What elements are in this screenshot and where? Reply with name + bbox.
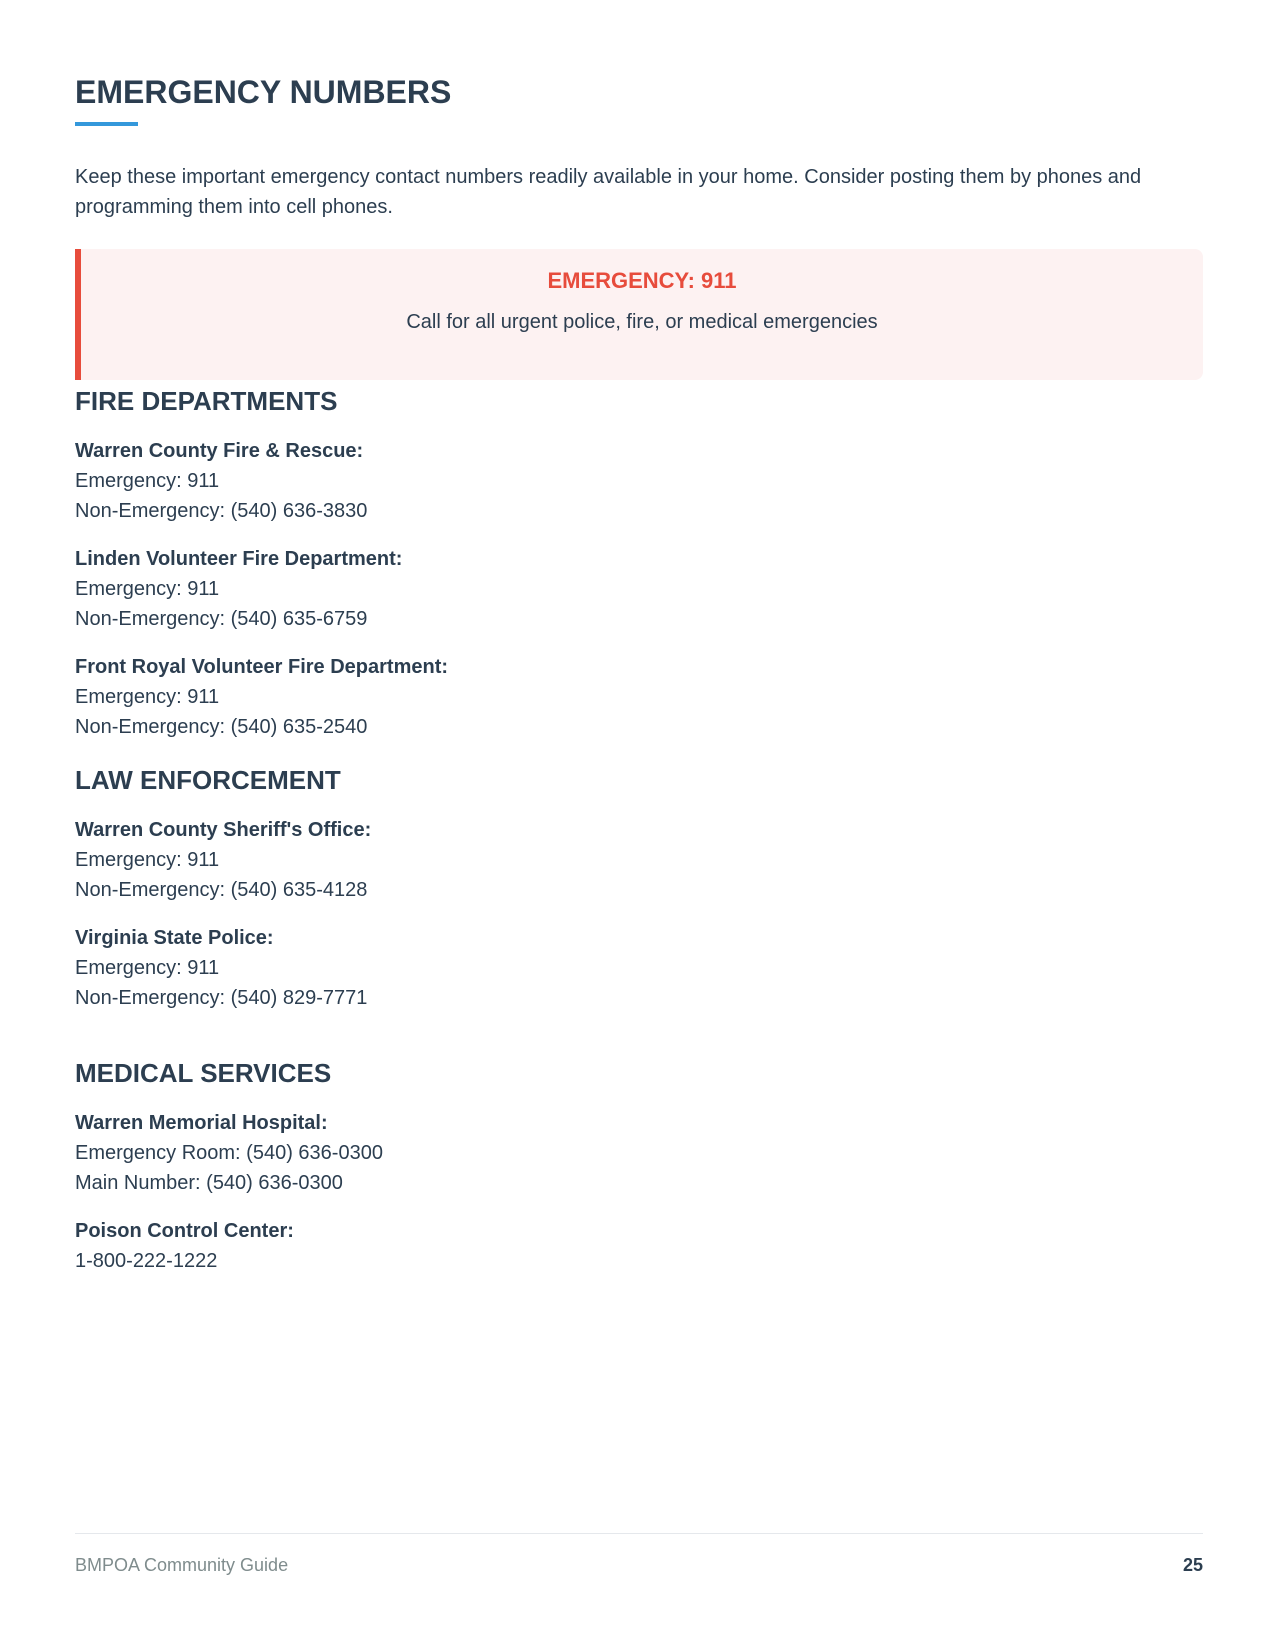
intro-paragraph: Keep these important emergency contact numbers readily available in your home. Consider posting them by phones and programming them into cell phones. bbox=[75, 166, 1142, 218]
contact-name: Linden Volunteer Fire Department: bbox=[75, 548, 403, 570]
contact-line: Emergency: 911 bbox=[75, 470, 220, 492]
emergency-callout-title: EMERGENCY: 911 bbox=[547, 268, 737, 293]
contact-poison-control-center bbox=[75, 1216, 875, 1276]
contact-warren-county-sheriff bbox=[75, 815, 875, 905]
section-heading-medical-services: MEDICAL SERVICES bbox=[75, 1058, 332, 1088]
page-title: EMERGENCY NUMBERS bbox=[75, 74, 452, 110]
contact-line: Emergency: 911 bbox=[75, 849, 220, 871]
contact-name: Virginia State Police: bbox=[75, 927, 274, 949]
title-underline bbox=[75, 122, 138, 126]
emergency-callout bbox=[75, 249, 1203, 380]
contact-name: Poison Control Center: bbox=[75, 1220, 294, 1242]
contact-line: 1-800-222-1222 bbox=[75, 1250, 218, 1272]
contact-line: Non-Emergency: (540) 635-4128 bbox=[75, 879, 368, 901]
contact-line: Non-Emergency: (540) 635-2540 bbox=[75, 716, 368, 738]
contact-line: Non-Emergency: (540) 636-3830 bbox=[75, 500, 368, 522]
footer-divider bbox=[75, 1533, 1203, 1534]
section-heading-fire-departments: FIRE DEPARTMENTS bbox=[75, 386, 338, 416]
contact-line: Main Number: (540) 636-0300 bbox=[75, 1172, 343, 1194]
section-heading-law-enforcement: LAW ENFORCEMENT bbox=[75, 765, 341, 795]
contact-line: Non-Emergency: (540) 635-6759 bbox=[75, 608, 368, 630]
contact-line: Emergency: 911 bbox=[75, 686, 220, 708]
contact-line: Non-Emergency: (540) 829-7771 bbox=[75, 987, 368, 1009]
contact-virginia-state-police bbox=[75, 923, 875, 1013]
page bbox=[75, 0, 1203, 1650]
contact-name: Warren Memorial Hospital: bbox=[75, 1112, 328, 1134]
footer-guide-name: BMPOA Community Guide bbox=[75, 1555, 289, 1575]
contact-warren-county-fire-rescue bbox=[75, 436, 875, 526]
contact-line: Emergency Room: (540) 636-0300 bbox=[75, 1142, 383, 1164]
contact-name: Warren County Sheriff's Office: bbox=[75, 819, 372, 841]
contact-line: Emergency: 911 bbox=[75, 957, 220, 979]
contact-name: Warren County Fire & Rescue: bbox=[75, 440, 364, 462]
emergency-callout-description: Call for all urgent police, fire, or medical emergencies bbox=[406, 311, 878, 333]
contact-line: Emergency: 911 bbox=[75, 578, 220, 600]
contact-warren-memorial-hospital bbox=[75, 1108, 875, 1198]
contact-name: Front Royal Volunteer Fire Department: bbox=[75, 656, 449, 678]
contact-front-royal-volunteer-fire bbox=[75, 652, 875, 742]
contact-linden-volunteer-fire bbox=[75, 544, 875, 634]
footer-page-number: 25 bbox=[1182, 1555, 1203, 1575]
